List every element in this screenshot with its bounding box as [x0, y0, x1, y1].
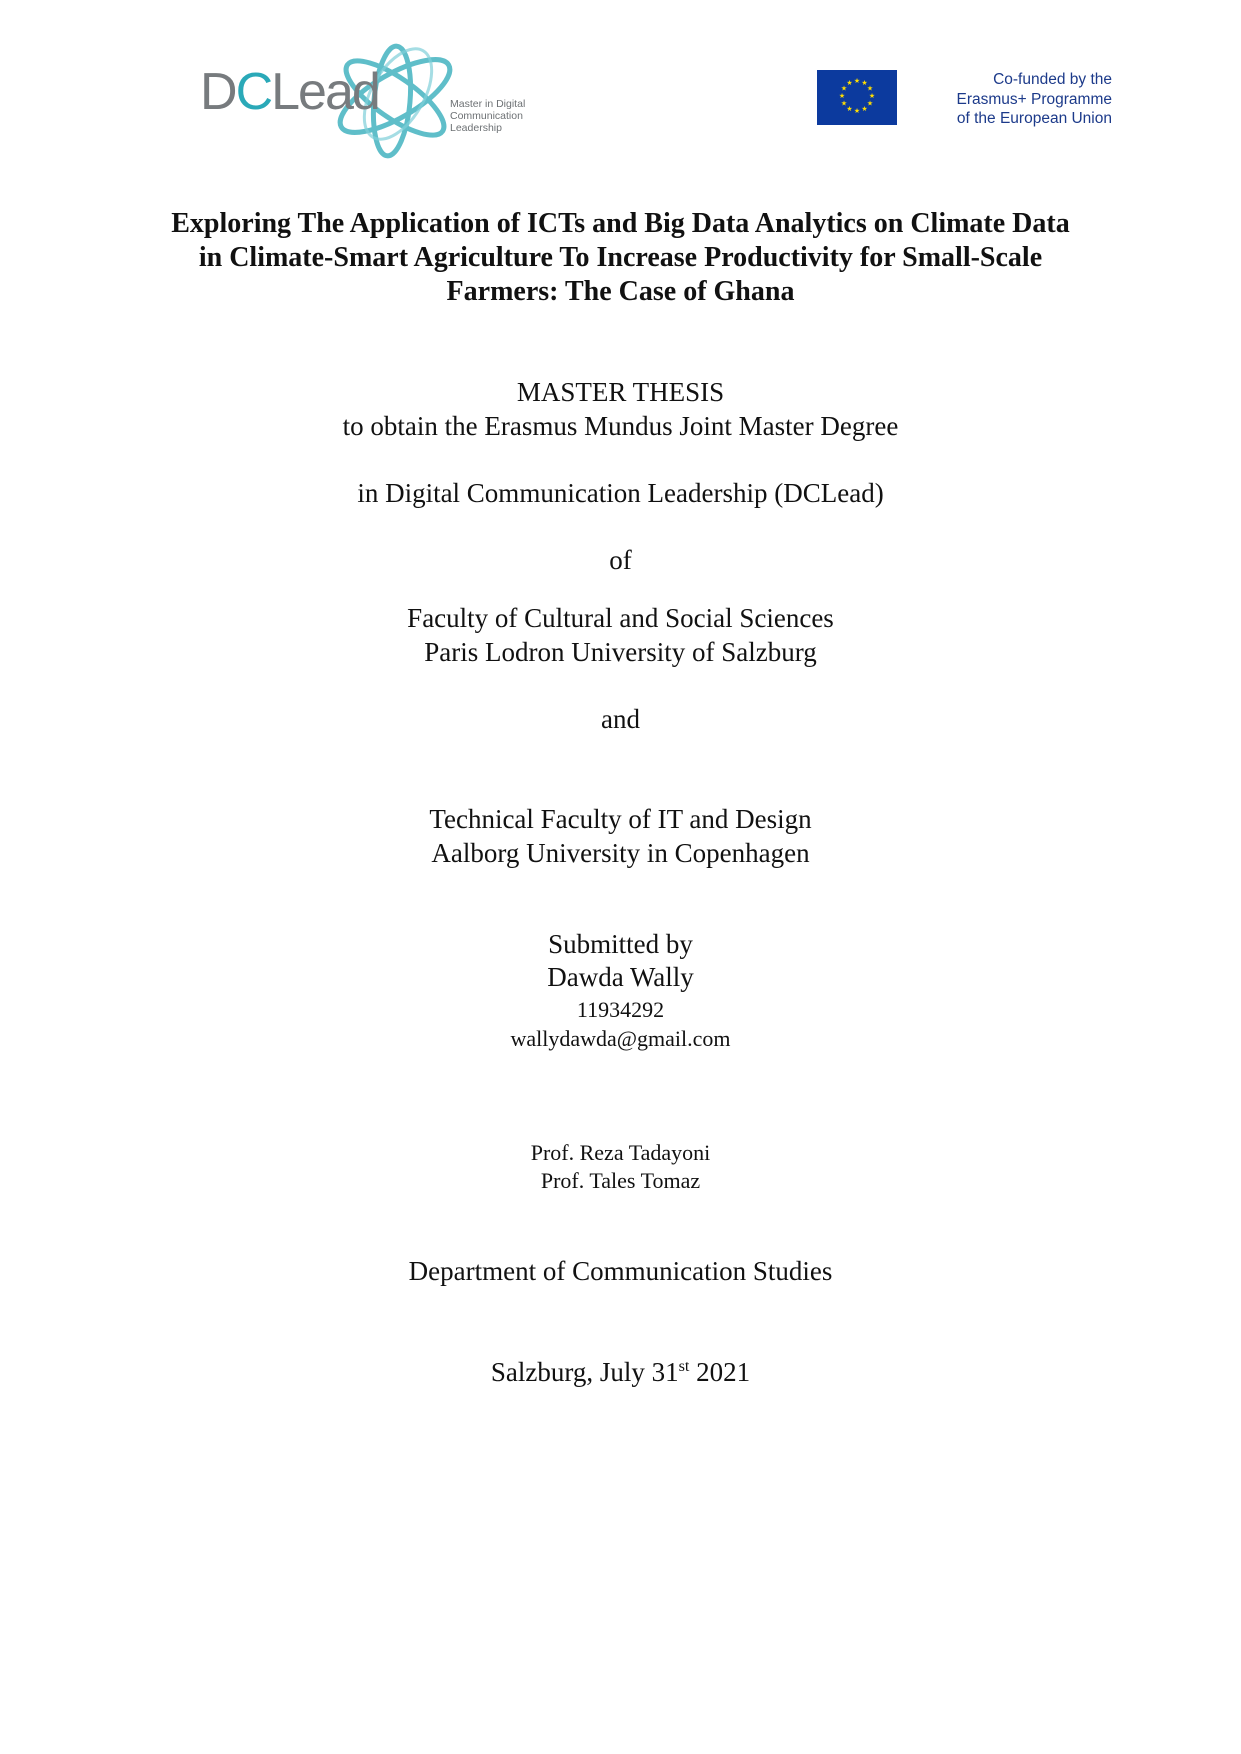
supervisor-1: Prof. Reza Tadayoni [530, 1140, 711, 1165]
of-connector: of [609, 545, 632, 575]
svg-text:★: ★ [861, 105, 868, 113]
svg-text:★: ★ [866, 99, 874, 108]
degree-program: in Digital Communication Leadership (DCLead) [357, 478, 884, 508]
svg-text:★: ★ [866, 84, 874, 93]
svg-text:★: ★ [840, 84, 848, 93]
thesis-type: MASTER THESIS [516, 377, 725, 407]
eu-erasmus-logo [817, 70, 1112, 126]
svg-text:★: ★ [838, 92, 846, 100]
degree-purpose: to obtain the Erasmus Mundus Joint Master Degree [342, 411, 899, 441]
submission-date: Salzburg, July 31st 2021 [490, 1357, 751, 1387]
supervisor-2: Prof. Tales Tomaz [540, 1168, 701, 1193]
svg-text:★: ★ [861, 79, 868, 87]
svg-text:★: ★ [846, 79, 853, 87]
svg-text:★: ★ [853, 107, 861, 115]
university-salzburg: Paris Lodron University of Salzburg [424, 637, 817, 667]
svg-text:★: ★ [853, 77, 861, 85]
dclead-wordmark: DCLead [200, 63, 379, 121]
svg-text:★: ★ [868, 92, 876, 100]
thesis-title: Exploring The Application of ICTs and Big Data Analytics on Climate Data in Climate-Smart Agriculture To Increase Productivity for Small-Scale Farmers: The Case of Ghana [171, 208, 1070, 307]
faculty-aalborg: Technical Faculty of IT and Design [429, 804, 812, 834]
svg-text:★: ★ [840, 99, 848, 108]
eu-cofunded-text: Co-funded by the Erasmus+ Programme of the European Union [956, 71, 1112, 127]
submitted-by-label: Submitted by [548, 929, 693, 959]
author-email: wallydawda@gmail.com [510, 1026, 731, 1051]
faculty-salzburg: Faculty of Cultural and Social Sciences [407, 603, 834, 633]
author-name: Dawda Wally [547, 962, 694, 992]
department: Department of Communication Studies [408, 1256, 833, 1286]
and-connector: and [601, 704, 640, 734]
eu-flag-icon [817, 70, 897, 125]
university-aalborg: Aalborg University in Copenhagen [431, 838, 810, 868]
student-id: 11934292 [576, 997, 665, 1022]
dclead-logo [200, 36, 550, 166]
svg-text:★: ★ [846, 105, 853, 113]
dclead-tagline: Master in Digital Communication Leadership [450, 98, 526, 134]
